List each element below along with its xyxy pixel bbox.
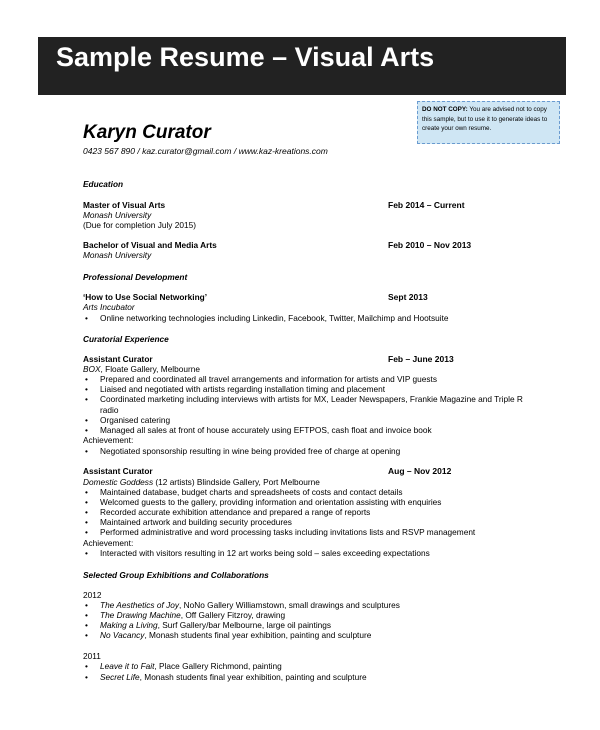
course-dates: Sept 2013 (388, 292, 428, 302)
degree-note: (Due for completion July 2015) (83, 220, 196, 230)
list-item: • Maintained database, budget charts and spreadsheets of costs and contact details (100, 487, 403, 497)
job-dates: Aug – Nov 2012 (388, 466, 452, 476)
exhibition-year: 2012 (83, 590, 102, 600)
development-heading: Professional Development (83, 272, 188, 282)
list-item: • Online networking technologies including Linkedin, Facebook, Twitter, Mailchimp and Hootsuite (100, 313, 449, 323)
candidate-name: Karyn Curator (83, 122, 211, 143)
degree-school: Monash University (83, 210, 152, 220)
job-org-name: Domestic Goddess (83, 477, 154, 487)
list-item: • Negotiated sponsorship resulting in wine being provided free of charge at opening (100, 446, 400, 456)
copy-warning-note (417, 101, 560, 144)
list-item: • Performed administrative and word processing tasks including invitations lists and RSVP management (100, 527, 475, 537)
note-text: You are advised not to copy this sample, but to use it to generate ideas to create your own resume. (422, 106, 548, 133)
list-item: • Maintained artwork and building security procedures (100, 517, 292, 527)
exhibition-title: Secret Life (100, 672, 140, 682)
curatorial-heading: Curatorial Experience (83, 334, 169, 344)
page-title: Sample Resume – Visual Arts (56, 42, 435, 72)
title-banner (38, 37, 566, 95)
job-dates: Feb – June 2013 (388, 354, 454, 364)
degree-school: Monash University (83, 250, 152, 260)
list-item (100, 600, 400, 610)
job-org-detail: (12 artists) Blindside Gallery, Port Melbourne (153, 477, 320, 487)
degree-dates: Feb 2014 – Current (388, 200, 465, 210)
exhibition-detail: , Monash students final year exhibition, painting and sculpture (144, 630, 372, 640)
exhibition-title: Making a Living (100, 620, 158, 630)
exhibition-detail: , NoNo Gallery Williamstown, small drawings and sculptures (179, 600, 400, 610)
exhibition-detail: , Off Gallery Fitzroy, drawing (180, 610, 286, 620)
list-item (100, 620, 331, 630)
contact-line: 0423 567 890 / kaz.curator@gmail.com / www.kaz-kreations.com (83, 146, 328, 156)
exhibition-title: Leave it to Fait (100, 661, 155, 671)
exhibition-detail: , Place Gallery Richmond, painting (154, 661, 282, 671)
list-item-continuation: radio (100, 405, 119, 415)
list-item: • Welcomed guests to the gallery, providing information and orientation assisting with enquiries (100, 497, 441, 507)
exhibition-title: No Vacancy (100, 630, 145, 640)
degree-title: Master of Visual Arts (83, 200, 166, 210)
exhibition-title: The Aesthetics of Joy (100, 600, 180, 610)
list-item: • Liaised and negotiated with artists regarding installation timing and placement (100, 384, 385, 394)
degree-dates: Feb 2010 – Nov 2013 (388, 240, 472, 250)
list-item: • Prepared and coordinated all travel arrangements and information for artists and VIP guests (100, 374, 437, 384)
note-lead: DO NOT COPY: (422, 106, 468, 113)
list-item (100, 630, 371, 640)
exhibition-detail: , Monash students final year exhibition, painting and sculpture (139, 672, 367, 682)
education-heading: Education (83, 179, 124, 189)
exhibitions-heading: Selected Group Exhibitions and Collaborations (83, 570, 269, 580)
achievement-label: Achievement: (83, 435, 134, 445)
job-organisation (83, 364, 200, 374)
list-item: • Managed all sales at front of house accurately using EFTPOS, cash float and invoice book (100, 425, 432, 435)
list-item (100, 610, 285, 620)
job-organisation (83, 477, 320, 487)
list-item (100, 672, 367, 682)
job-org-detail: , Floate Gallery, Melbourne (100, 364, 200, 374)
list-item: • Organised catering (100, 415, 170, 425)
degree-title: Bachelor of Visual and Media Arts (83, 240, 217, 250)
job-org-name: BOX (83, 364, 101, 374)
list-item: • Coordinated marketing including interviews with artists for MX, Leader Newspapers, Frankie Magazine and Triple R (100, 394, 523, 404)
exhibition-detail: , Surf Gallery/bar Melbourne, large oil paintings (157, 620, 332, 630)
exhibition-year: 2011 (83, 651, 101, 661)
list-item: • Interacted with visitors resulting in 12 art works being sold – sales exceeding expectations (100, 548, 430, 558)
job-title: Assistant Curator (83, 354, 153, 364)
exhibition-title: The Drawing Machine (100, 610, 181, 620)
list-item (100, 661, 282, 671)
list-item: • Recorded accurate exhibition attendance and prepared a range of reports (100, 507, 370, 517)
achievement-label: Achievement: (83, 538, 134, 548)
course-provider: Arts Incubator (83, 302, 135, 312)
job-title: Assistant Curator (83, 466, 153, 476)
course-title: ‘How to Use Social Networking’ (83, 292, 208, 302)
